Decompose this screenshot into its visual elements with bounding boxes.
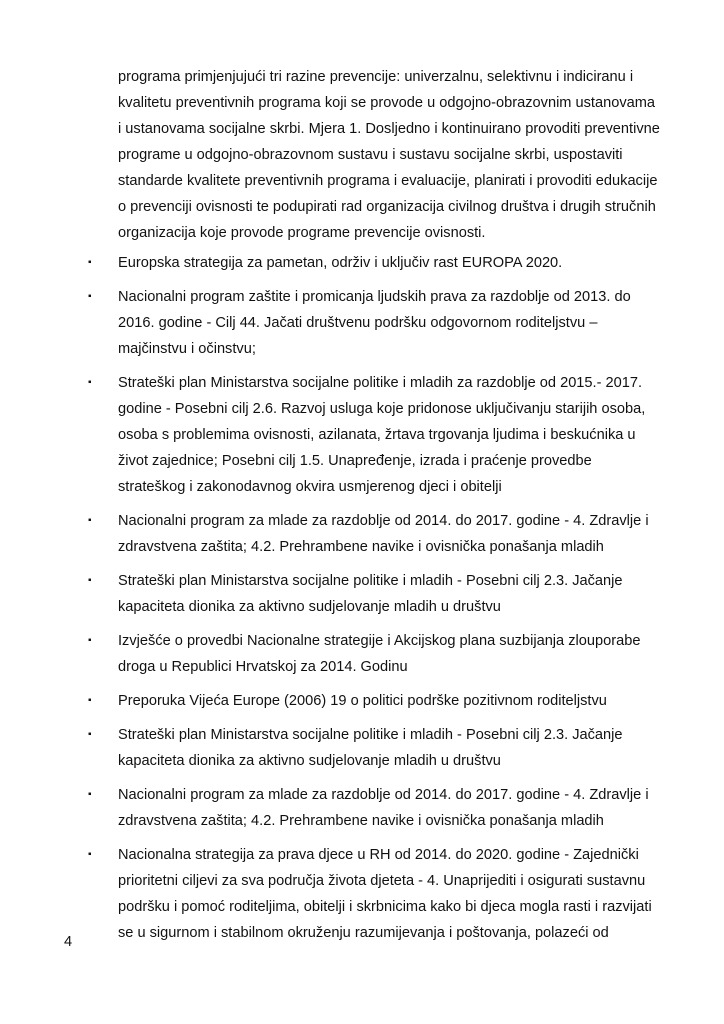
square-bullet-icon: ▪ — [88, 849, 92, 860]
list-item-line: podršku i pomoć roditeljima, obitelji i skrbnicima kako bi djeca mogla rasti i razvijati — [118, 899, 652, 915]
list-item-line: droga u Republici Hrvatskoj za 2014. Godinu — [118, 659, 408, 675]
list-item — [0, 722, 724, 774]
square-bullet-icon: ▪ — [88, 377, 92, 388]
list-item-text — [118, 370, 678, 500]
list-item — [0, 250, 724, 276]
square-bullet-icon: ▪ — [88, 729, 92, 740]
list-item — [0, 782, 724, 834]
list-item-text — [118, 782, 678, 834]
list-item — [0, 688, 724, 714]
list-item-line: Strateški plan Ministarstva socijalne politike i mladih za razdoblje od 2015.- 2017. — [118, 375, 643, 391]
intro-line: programe u odgojno-obrazovnom sustavu i sustavu socijalne skrbi, uspostaviti — [118, 147, 623, 163]
square-bullet-icon: ▪ — [88, 635, 92, 646]
list-item-text — [118, 568, 678, 620]
list-item-line: Nacionalna strategija za prava djece u RH od 2014. do 2020. godine - Zajednički — [118, 847, 639, 863]
square-bullet-icon: ▪ — [88, 291, 92, 302]
list-item — [0, 508, 724, 560]
intro-line: programa primjenjujući tri razine prevencije: univerzalnu, selektivnu i indiciranu i — [118, 69, 634, 85]
list-item-line: godine - Posebni cilj 2.6. Razvoj usluga koje pridonose uključivanju starijih osoba, — [118, 401, 646, 417]
list-item — [0, 370, 724, 500]
list-item-text — [118, 250, 678, 276]
list-item-line: Europska strategija za pametan, održiv i uključiv rast EUROPA 2020. — [118, 255, 563, 271]
intro-line: o prevenciji ovisnosti te podupirati rad organizacija civilnog društva i drugih stručnih — [118, 199, 656, 215]
list-item-text — [118, 284, 678, 362]
list-item-line: se u sigurnom i stabilnom okruženju razumijevanja i poštovanja, polazeći od — [118, 925, 609, 941]
square-bullet-icon: ▪ — [88, 257, 92, 268]
list-item-line: Nacionalni program za mlade za razdoblje od 2014. do 2017. godine - 4. Zdravlje i — [118, 513, 649, 529]
list-item-line: majčinstvu i očinstvu; — [118, 341, 256, 357]
list-item-line: život zajednice; Posebni cilj 1.5. Unapređenje, izrada i praćenje provedbe — [118, 453, 592, 469]
list-item-line: kapaciteta dionika za aktivno sudjelovanje mladih u društvu — [118, 599, 501, 615]
list-item — [0, 284, 724, 362]
square-bullet-icon: ▪ — [88, 695, 92, 706]
list-item-line: Strateški plan Ministarstva socijalne politike i mladih - Posebni cilj 2.3. Jačanje — [118, 573, 623, 589]
list-item — [0, 628, 724, 680]
list-item-text — [118, 722, 678, 774]
intro-line: standarde kvalitete preventivnih programa i evaluacije, planirati i provoditi edukacije — [118, 173, 658, 189]
list-item-line: osoba s problemima ovisnosti, azilanata, žrtava trgovanja ljudima i beskućnika u — [118, 427, 636, 443]
list-item-text — [118, 842, 678, 946]
list-item-line: zdravstvena zaštita; 4.2. Prehrambene navike i ovisnička ponašanja mladih — [118, 539, 604, 555]
list-item-text — [118, 688, 678, 714]
bullet-list — [0, 250, 724, 946]
list-item-line: Nacionalni program za mlade za razdoblje od 2014. do 2017. godine - 4. Zdravlje i — [118, 787, 649, 803]
list-item-line: prioritetni ciljevi za sva područja života djeteta - 4. Unaprijediti i osigurati sustavnu — [118, 873, 646, 889]
list-item-line: Izvješće o provedbi Nacionalne strategije i Akcijskog plana suzbijanja zlouporabe — [118, 633, 641, 649]
list-item-line: zdravstvena zaštita; 4.2. Prehrambene navike i ovisnička ponašanja mladih — [118, 813, 604, 829]
list-item-line: strateškog i zakonodavnog okvira usmjerenog djeci i obitelji — [118, 479, 502, 495]
square-bullet-icon: ▪ — [88, 515, 92, 526]
list-item-text — [118, 628, 678, 680]
square-bullet-icon: ▪ — [88, 575, 92, 586]
list-item-line: kapaciteta dionika za aktivno sudjelovanje mladih u društvu — [118, 753, 501, 769]
list-item — [0, 568, 724, 620]
list-item-line: Preporuka Vijeća Europe (2006) 19 o politici podrške pozitivnom roditeljstvu — [118, 693, 607, 709]
intro-paragraph — [118, 64, 658, 246]
intro-line: organizacija koje provode programe prevencije ovisnosti. — [118, 225, 486, 241]
list-item-line: Strateški plan Ministarstva socijalne politike i mladih - Posebni cilj 2.3. Jačanje — [118, 727, 623, 743]
intro-line: i ustanovama socijalne skrbi. Mjera 1. Dosljedno i kontinuirano provoditi preventivne — [118, 121, 660, 137]
list-item — [0, 842, 724, 946]
page-number: 4 — [64, 934, 73, 950]
list-item-line: Nacionalni program zaštite i promicanja ljudskih prava za razdoblje od 2013. do — [118, 289, 631, 305]
list-item-text — [118, 508, 678, 560]
intro-line: kvalitetu preventivnih programa koji se provode u odgojno-obrazovnim ustanovama — [118, 95, 656, 111]
list-item-line: 2016. godine - Cilj 44. Jačati društvenu podršku odgovornom roditeljstvu – — [118, 315, 598, 331]
square-bullet-icon: ▪ — [88, 789, 92, 800]
